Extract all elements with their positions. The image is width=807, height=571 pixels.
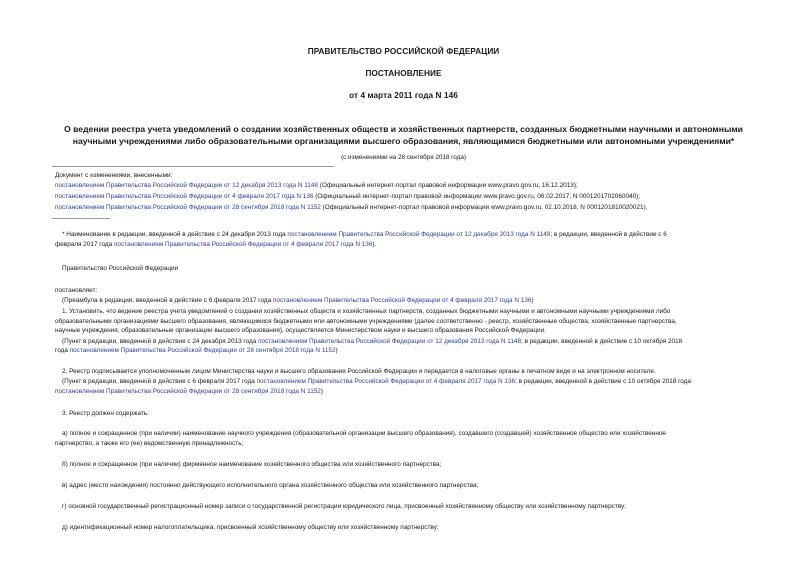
org-heading: ПРАВИТЕЛЬСТВО РОССИЙСКОЙ ФЕДЕРАЦИИ: [307, 47, 500, 56]
clause-1-line-3: научные учреждения, образовательные организации высшего образования), осуществляется Министерством науки и высшего образования Российской Федерации.: [55, 327, 546, 334]
divider-top: [52, 166, 334, 167]
footnote-line-2: февраля 2017 года постановлением Правительства Российской Федерации от 4 февраля 2017 года N 136).: [55, 241, 377, 248]
preamble-note: (Преамбула в редакции, введенной в действие с 6 февраля 2017 года постановлением Правительства Российской Федерации от 4 февраля 2017 года N 136): [62, 297, 534, 304]
divider-footnote: [52, 218, 110, 219]
document-title-line-1: О ведении реестра учета уведомлений о создании хозяйственных обществ и хозяйственных партнерств, созданных бюджетными научными и автономными: [64, 124, 743, 134]
decrees-line: постановляет:: [55, 287, 98, 294]
preamble-link[interactable]: постановлением Правительства Российской Федерации от 4 февраля 2017 года N 136: [272, 297, 532, 304]
clause-1-line-1: 1. Установить, что ведение реестра учета уведомлений о создании хозяйственных обществ и хозяйственных партнерств, созданных бюджетными научными и автономными научными учреждениями либо: [62, 308, 671, 315]
amendment-item: постановлением Правительства Российской Федерации от 12 декабря 2013 года N 1148 (Официальный интернет-портал правовой информации www.pravo.gov.ru, 16.12.2013);: [55, 182, 578, 189]
document-title-line-2: научными учреждениями либо образовательными организациями высшего образования, являющимися бюджетными или автономными учреждениями*: [72, 136, 735, 146]
amendment-item: постановлением Правительства Российской Федерации от 28 сентября 2018 года N 1152 (Официальный интернет-портал правовой информации www.pravo.gov.ru, 02.10.2018, N 0001201810020021).: [55, 204, 648, 211]
item-b: б) полное и сокращенное (при наличии) фирменное наименование хозяйственного общества или хозяйственного партнерства;: [62, 461, 442, 468]
clause-1-note-line-2: года постановлением Правительства Российской Федерации от 28 сентября 2018 года N 1152): [55, 347, 338, 354]
amendment-link[interactable]: постановлением Правительства Российской Федерации от 4 февраля 2017 года N 136: [55, 193, 314, 200]
clause-2: 2. Реестр подписывается уполномоченным лицом Министерства науки и высшего образования Российской Федерации и передается в налоговые органы в печатном виде и на электронном носителе.: [62, 368, 656, 375]
clause-1-line-2: образовательными организациями высшего образования, являющимися бюджетными или автономными учреждениями (далее соответственно - реестр, хозяйственные общества, хозяйственные партнерства,: [55, 318, 677, 325]
clause-2-note-link[interactable]: постановлением Правительства Российской Федерации от 4 февраля 2017 года N 136: [256, 378, 516, 385]
footnote-line-1: * Наименование в редакции, введенной в действие с 24 декабря 2013 года постановлением Правительства Российской Федерации от 12 декабря 2013 года N 1148; в редакции, введенной в действие с 6: [62, 231, 667, 238]
amendments-intro: Документ с изменениями, внесенными:: [55, 172, 173, 179]
amendment-link[interactable]: постановлением Правительства Российской Федерации от 12 декабря 2013 года N 1148: [55, 182, 318, 189]
clause-1-note-line-1: (Пункт в редакции, введенной в действие с 24 декабря 2013 года постановлением Правительства Российской Федерации от 12 декабря 2013 года N 1148; в редакции, введенной в действие с 10 октября 2018: [62, 338, 683, 345]
item-g: г) основной государственный регистрационный номер записи о государственной регистрации юридического лица, присвоенный хозяйственному обществу или хозяйственному партнерству;: [62, 503, 626, 510]
footnote-link[interactable]: постановлением Правительства Российской Федерации от 4 февраля 2017 года N 136: [113, 241, 373, 248]
clause-1-note-link[interactable]: постановлением Правительства Российской Федерации от 28 сентября 2018 года N 1152: [69, 347, 336, 354]
doc-type-heading: ПОСТАНОВЛЕНИЕ: [365, 69, 442, 78]
clause-3: 3. Реестр должен содержать:: [62, 410, 149, 417]
revision-note: (с изменениями на 28 сентября 2018 года): [341, 154, 466, 161]
clause-2-note-link[interactable]: постановлением Правительства Российской Федерации от 28 сентября 2018 года N 1152: [55, 388, 321, 395]
item-v: в) адрес (место нахождения) постоянно действующего исполнительного органа хозяйственного общества или хозяйственного партнерства;: [62, 482, 479, 489]
footnote-link[interactable]: постановлением Правительства Российской Федерации от 12 декабря 2013 года N 1148: [287, 231, 551, 238]
clause-2-note-line-2: постановлением Правительства Российской Федерации от 28 сентября 2018 года N 1152): [55, 388, 323, 395]
item-a-line-2: партнерство, а также его (ее) ведомственную принадлежность;: [55, 440, 244, 447]
amendment-item: постановлением Правительства Российской Федерации от 4 февраля 2017 года N 136 (Официальный интернет-портал правовой информации www.pravo.gov.ru, 06.02.2017, N 0001201702060040);: [55, 193, 641, 200]
clause-2-note-line-1: (Пункт в редакции, введенной в действие с 6 февраля 2017 года постановлением Правительства Российской Федерации от 4 февраля 2017 года N 136; в редакции, введенной в действие с 10 октября 2018 года: [62, 378, 691, 385]
item-d: д) идентификационный номер налогоплательщика, присвоенный хозяйственному обществу или хозяйственному партнерству;: [62, 524, 439, 531]
amendment-link[interactable]: постановлением Правительства Российской Федерации от 28 сентября 2018 года N 1152: [55, 204, 321, 211]
government-line: Правительство Российской Федерации: [62, 265, 179, 272]
clause-1-note-link[interactable]: постановлением Правительства Российской Федерации от 12 декабря 2013 года N 1148: [258, 338, 522, 345]
item-a-line-1: а) полное и сокращенное (при наличии) наименование научного учреждения (образовательной организации высшего образования), создавшего (создавшей) хозяйственное общество или хозяйственное: [62, 430, 666, 437]
date-number: от 4 марта 2011 года N 146: [349, 91, 458, 100]
